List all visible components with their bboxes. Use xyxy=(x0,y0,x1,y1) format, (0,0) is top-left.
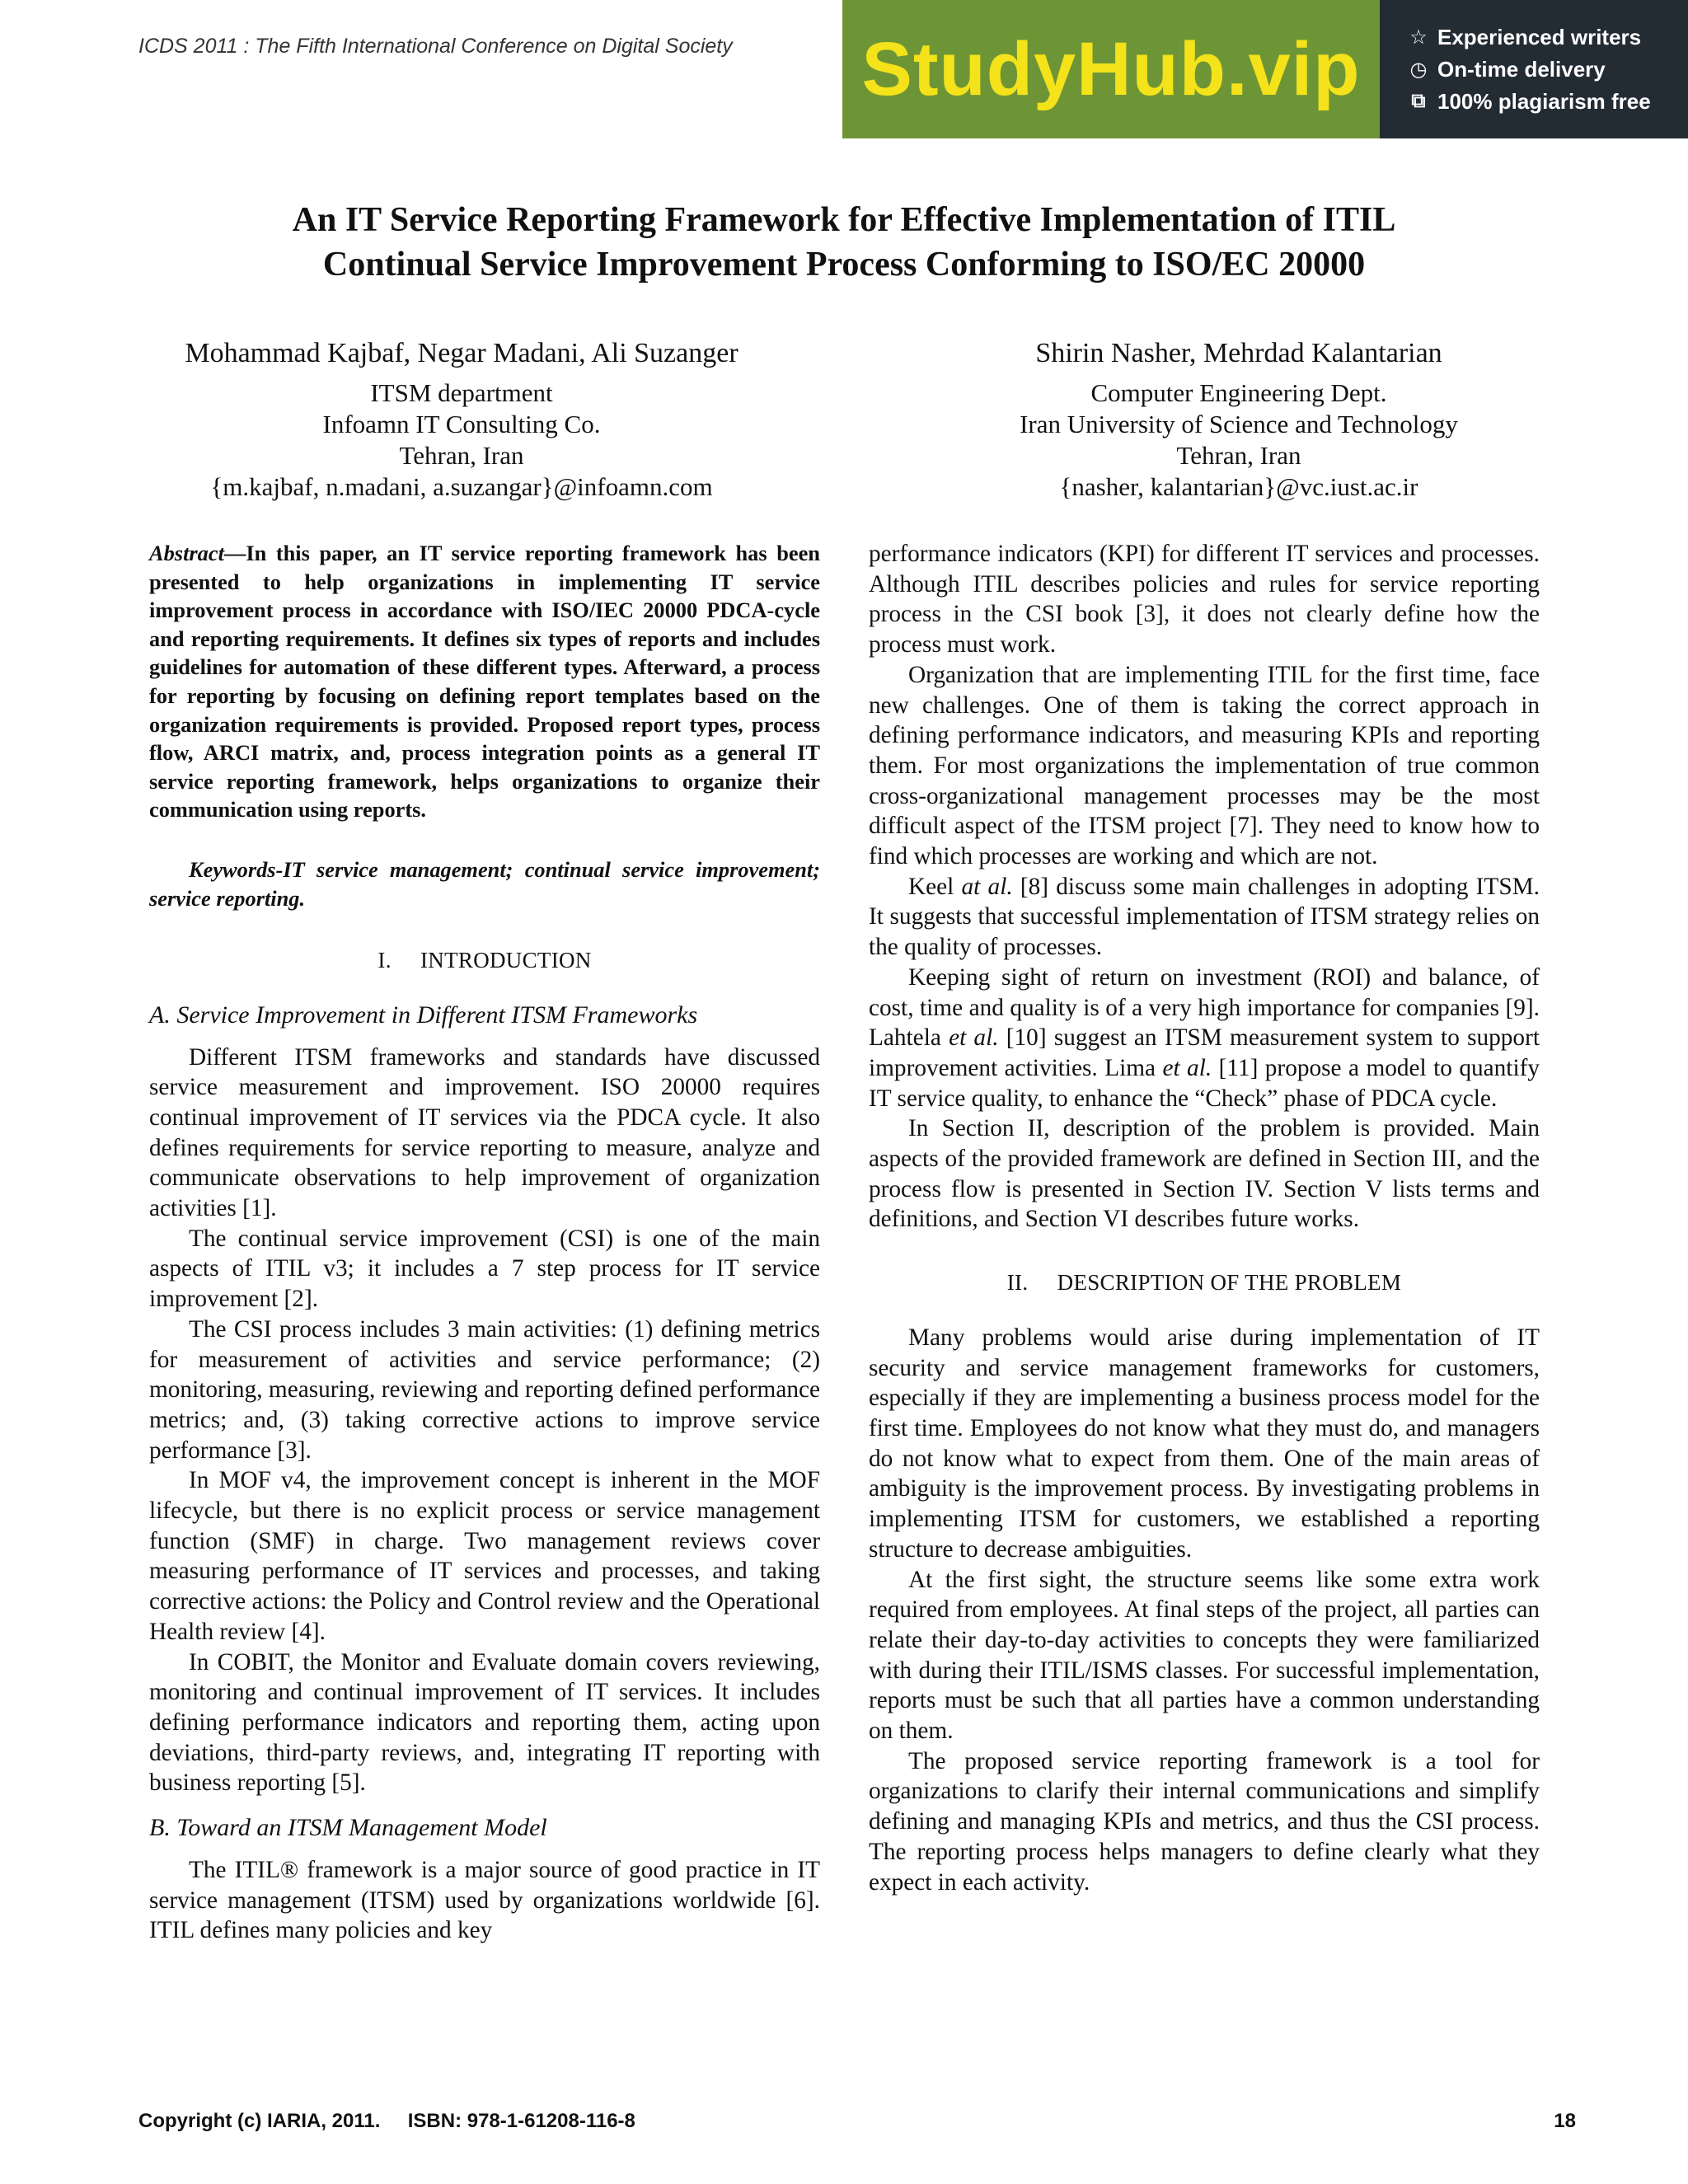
subsection-heading-b: B. Toward an ITSM Management Model xyxy=(149,1814,547,1842)
abstract xyxy=(149,539,820,824)
perk-on-time-delivery xyxy=(1406,57,1688,82)
paragraph: The continual service improvement (CSI) is one of the main aspects of ITIL v3; it includes a 7 step process for IT service improvement [2]. xyxy=(149,1225,820,1313)
subsection-heading-a: A. Service Improvement in Different ITSM Frameworks xyxy=(149,1001,698,1029)
paragraph: Different ITSM frameworks and standards have discussed service measurement and improvement. ISO 20000 requires continual improvement of IT services via the PDCA cycle. It also defines requirements for service reporting to measure, analyze and communicate observations to help improvement of organization activities [1]. xyxy=(149,1043,820,1222)
paragraph xyxy=(869,963,1540,1114)
text-run-italic: et al. xyxy=(949,1024,999,1052)
left-column xyxy=(149,539,820,1946)
right-column xyxy=(869,539,1540,1897)
text-run-italic: et al. xyxy=(1162,1054,1212,1081)
paragraph: In COBIT, the Monitor and Evaluate domain covers reviewing, monitoring and continual improvement of IT services. It includes defining performance indicators and reporting them, acting upon deviations, third-party reviews, and, integrating IT reporting with business reporting [5]. xyxy=(149,1648,820,1797)
page-number: 18 xyxy=(1554,2110,1576,2132)
text-run: [11] propose a model to quantify IT service quality, to enhance the “Check” phase of PDCA cycle. xyxy=(869,1054,1540,1112)
banner-logo-area xyxy=(842,0,1380,138)
copy-icon: ⧉ xyxy=(1411,90,1426,112)
paragraph: At the first sight, the structure seems like some extra work required from employees. At final steps of the project, all parties can relate their day-to-day activities to concepts they were familiarized with during their ITIL/ISMS classes. For successful implementation, reports must be such that all parties have a common understanding on them. xyxy=(869,1566,1540,1745)
paragraph: performance indicators (KPI) for different IT services and processes. Although ITIL describes policies and rules for service reporting process in the CSI book [3], it does not clearly define how the process must work. xyxy=(869,541,1540,658)
author-dept: ITSM department xyxy=(370,378,553,407)
author-city: Tehran, Iran xyxy=(399,441,524,470)
paper-title xyxy=(82,198,1606,287)
author-email: {nasher, kalantarian}@vc.iust.ac.ir xyxy=(1059,472,1418,501)
author-org: Infoamn IT Consulting Co. xyxy=(322,410,601,438)
paragraph: In Section II, description of the problem is provided. Main aspects of the provided framework are defined in Section III, and the process flow is presented in Section IV. Section V lists terms and definitions, and Section VI describes future works. xyxy=(869,1115,1540,1233)
banner-perks xyxy=(1380,0,1688,138)
perk-plagiarism-free xyxy=(1406,89,1688,115)
paragraph: The proposed service reporting framework is a tool for organizations to clarify their internal communications and simplify defining and managing KPIs and metrics, and thus the CSI process. The reporting process helps managers to define clearly what they expect in each activity. xyxy=(869,1747,1540,1896)
studyhub-banner[interactable] xyxy=(842,0,1688,138)
author-names: Shirin Nasher, Mehrdad Kalantarian xyxy=(1035,338,1442,368)
perk-label: Experienced writers xyxy=(1437,24,1642,49)
author-names: Mohammad Kajbaf, Negar Madani, Ali Suzanger xyxy=(185,338,738,368)
perk-label: On-time delivery xyxy=(1437,56,1606,82)
paragraph: Many problems would arise during implementation of IT security and service management frameworks for customers, especially if they are implementing a business process model for the first time. Employees do not know what they must do, and managers do not know what to expect from them. One of the main areas of ambiguity is the improvement process. By investigating problems in implementing ITSM for customers, we established a reporting structure to decrease ambiguities. xyxy=(869,1324,1540,1563)
author-city: Tehran, Iran xyxy=(1176,441,1301,470)
abstract-lead: Abstract xyxy=(149,541,224,565)
author-org: Iran University of Science and Technology xyxy=(1020,410,1458,438)
perk-label: 100% plagiarism free xyxy=(1437,88,1651,114)
conference-header: ICDS 2011 : The Fifth International Conference on Digital Society xyxy=(138,35,733,58)
author-block-left xyxy=(148,333,775,503)
paragraph: The CSI process includes 3 main activities: (1) defining metrics for measurement of activities and service performance; (2) monitoring, measuring, reviewing and reporting defined performance metrics; and, (3) taking corrective actions to improve service performance [3]. xyxy=(149,1315,820,1464)
section-title: DESCRIPTION OF THE PROBLEM xyxy=(1057,1270,1402,1296)
text-run-italic: at al. xyxy=(961,873,1013,900)
section-number: II. xyxy=(1006,1270,1029,1296)
section-number: I. xyxy=(377,948,392,973)
section-heading-problem xyxy=(869,1268,1540,1298)
text-run: [8] discuss some main challenges in adopting ITSM. It suggests that successful implementation of ITSM strategy relies on the quality of processes. xyxy=(869,873,1540,961)
studyhub-logo: StudyHub.vip xyxy=(861,26,1361,111)
star-icon: ☆ xyxy=(1409,26,1428,49)
abstract-text: —In this paper, an IT service reporting framework has been presented to help organizations in implementing IT service improvement process in accordance with ISO/IEC 20000 PDCA-cycle and reporting requirements. It defines six types of reports and includes guidelines for automation of these different types. Afterward, a process for reporting by focusing on defining report templates based on the organization requirements is provided. Proposed report types, process flow, ARCI matrix, and, process integration points as a general IT service reporting framework, helps organizations to organize their communication using reports. xyxy=(149,541,820,823)
paragraph: In MOF v4, the improvement concept is inherent in the MOF lifecycle, but there is no explicit process or service management function (SMF) in charge. Two management reviews cover measuring performance of IT services and processes, and taking corrective actions: the Policy and Control review and the Operational Health review [4]. xyxy=(149,1467,820,1645)
text-run: Keel xyxy=(908,873,962,900)
perk-experienced-writers xyxy=(1406,25,1688,50)
text-run: [10] suggest an ITSM measurement system to support improvement activities. Lima xyxy=(869,1024,1540,1081)
author-block-right xyxy=(913,333,1564,503)
clock-icon: ◷ xyxy=(1409,58,1428,81)
paragraph xyxy=(869,872,1540,963)
section-title: INTRODUCTION xyxy=(420,948,592,973)
paragraph: Organization that are implementing ITIL for the first time, face new challenges. One of them is taking the correct approach in defining performance indicators, and measuring KPIs and reporting them. For most organizations the implementation of true common cross-organizational management processes may be the most difficult aspect of the ITSM project [7]. They need to know how to find which processes are working and which are not. xyxy=(869,661,1540,870)
author-email: {m.kajbaf, n.madani, a.suzangar}@infoamn.com xyxy=(210,472,713,501)
author-dept: Computer Engineering Dept. xyxy=(1090,378,1387,407)
title-line-1: An IT Service Reporting Framework for Effective Implementation of ITIL xyxy=(292,201,1396,239)
text-run: Keeping sight of return on investment (ROI) and balance, of cost, time and quality is of a very high importance for companies [9]. Lahtela xyxy=(869,963,1540,1052)
paragraph: The ITIL® framework is a major source of good practice in IT service management (ITSM) used by organizations worldwide [6]. ITIL defines many policies and key xyxy=(149,1856,820,1944)
keywords: Keywords-IT service management; continual service improvement; service reporting. xyxy=(149,856,820,911)
title-line-2: Continual Service Improvement Process Conforming to ISO/EC 20000 xyxy=(322,246,1366,284)
copyright-isbn: Copyright (c) IARIA, 2011. ISBN: 978-1-61208-116-8 xyxy=(138,2110,635,2132)
section-heading-introduction xyxy=(149,945,820,976)
